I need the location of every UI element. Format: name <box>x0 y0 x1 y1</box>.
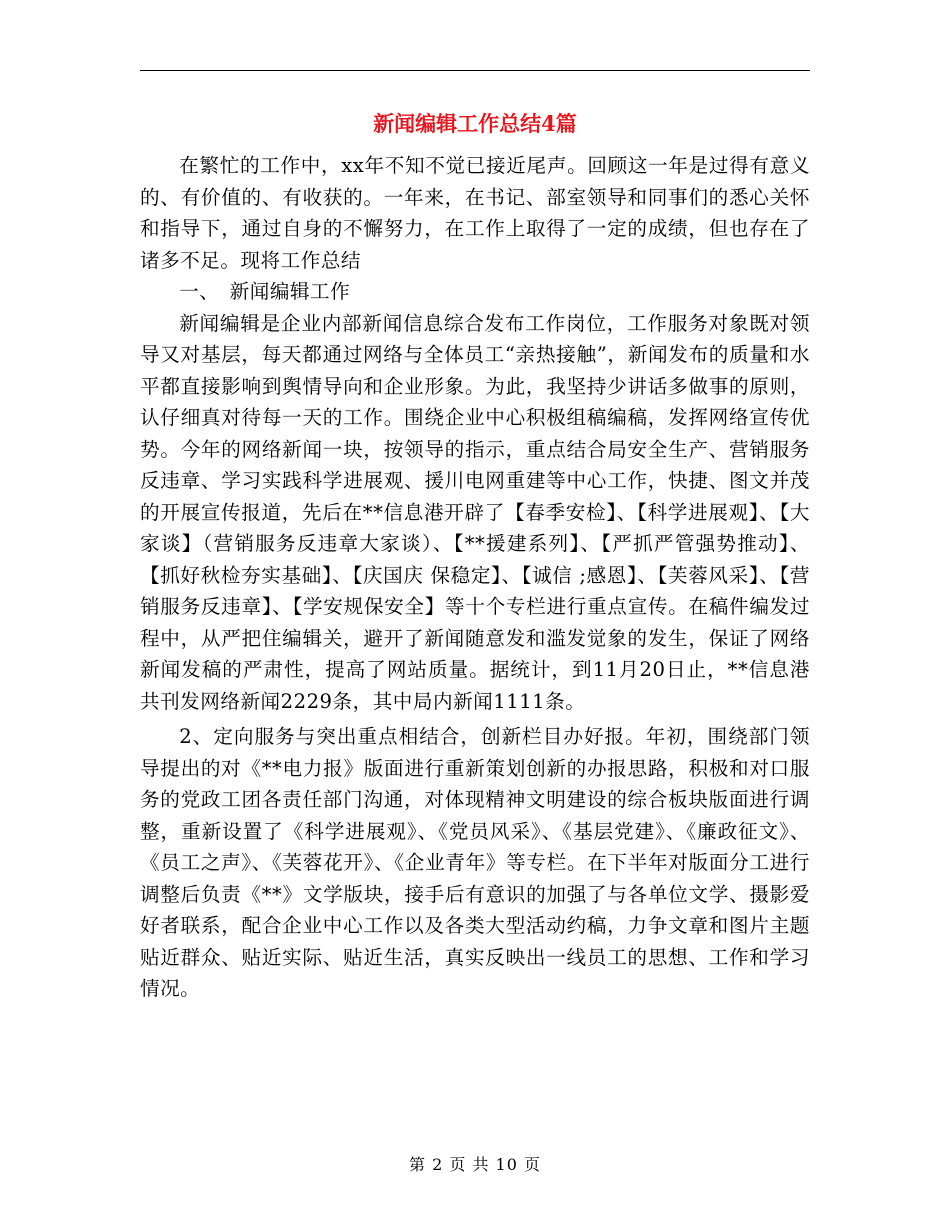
page-number: 第 2 页 共 10 页 <box>409 1155 541 1174</box>
header-rule <box>140 70 810 71</box>
intro-paragraph: 在繁忙的工作中，xx年不知不觉已接近尾声。回顾这一年是过得有意义的、有价值的、有收获的。一年来，在书记、部室领导和同事们的悉心关怀和指导下，通过自身的不懈努力，在工作上取得了一定的成绩，但也存在了诸多不足。现将工作总结 <box>140 154 810 272</box>
body-paragraph: 2、定向服务与突出重点相结合，创新栏目办好报。年初，围绕部门领导提出的对《**电力报》版面进行重新策划创新的办报思路，积极和对口服务的党政工团各责任部门沟通，对体现精神文明建设的综合板块版面进行调整，重新设置了《科学进展观》、《党员风采》、《基层党建》、《廉政征文》、《员工之声》、《芙蓉花开》、《企业青年》等专栏。在下半年对版面分工进行调整后负责《**》文学版块，接手后有意识的加强了与各单位文学、摄影爱好者联系，配合企业中心工作以及各类大型活动约稿，力争文章和图片主题贴近群众、贴近实际、贴近生活，真实反映出一线员工的思想、工作和学习情况。 <box>140 725 810 1000</box>
document-title: 新闻编辑工作总结4篇 <box>373 111 577 136</box>
section-heading: 一、 新闻编辑工作 <box>179 280 351 303</box>
body-paragraph: 新闻编辑是企业内部新闻信息综合发布工作岗位，工作服务对象既对领导又对基层，每天都通过网络与全体员工“亲热接触”，新闻发布的质量和水平都直接影响到舆情导向和企业形象。为此，我坚持少讲话多做事的原则，认仔细真对待每一天的工作。围绕企业中心积极组稿编稿，发挥网络宣传优势。今年的网络新闻一块，按领导的指示，重点结合局安全生产、营销服务反违章、学习实践科学进展观、援川电网重建等中心工作，快捷、图文并茂的开展宣传报道，先后在**信息港开辟了【春季安检】、【科学进展观】、【大家谈】（营销服务反违章大家谈）、【**援建系列】、【严抓严管强势推动】、【抓好秋检夯实基础】、【庆国庆 保稳定】、【诚信 ;感恩】、【芙蓉风采】、【营销服务反违章】、【学安规保安全】等十个专栏进行重点宣传。在稿件编发过程中，从严把住编辑关，避开了新闻随意发和滥发觉象的发生，保证了网络新闻发稿的严肃性，提高了网站质量。据统计，到11月20日止，**信息港共刊发网络新闻2229条，其中局内新闻1111条。 <box>140 311 810 713</box>
document-body <box>140 150 810 1005</box>
